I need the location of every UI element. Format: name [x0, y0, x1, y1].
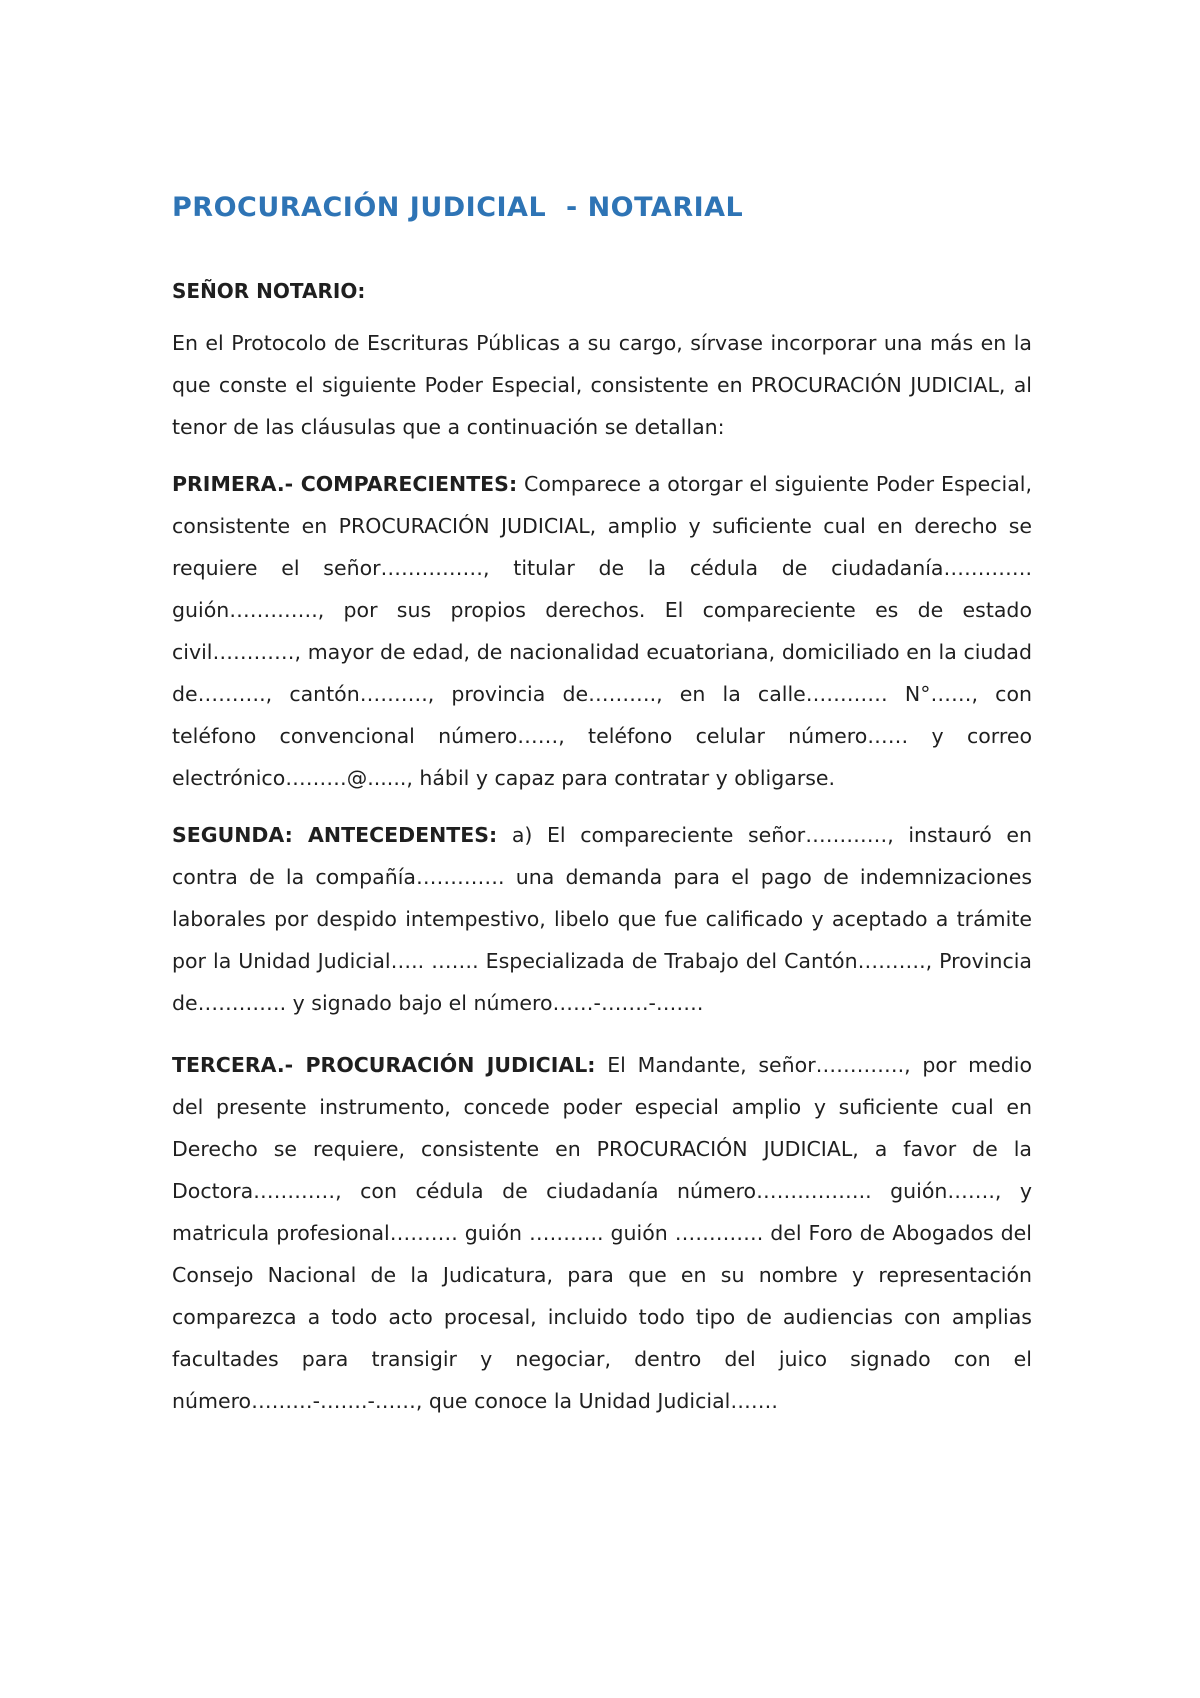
clause-segunda — [172, 814, 1032, 1024]
clause-text: a) El compareciente señor…………, instauró en contra de la compañía…………. una demanda para el pago de indemnizaciones laborales por despido intempestivo, libelo que fue calificado y aceptado a trámite por la Unidad Judicial….. ……. Especializada de Trabajo del Cantón………., Provincia de…………. y signado bajo el número……-…….-……. — [172, 823, 1032, 1015]
salutation: SEÑOR NOTARIO: — [172, 279, 366, 303]
clause-heading: PRIMERA.- COMPARECIENTES: — [172, 472, 518, 496]
document-title: PROCURACIÓN JUDICIAL - NOTARIAL — [172, 192, 744, 223]
clause-text: El Mandante, señor…………., por medio del presente instrumento, concede poder especial amplio y suficiente cual en Derecho se requiere, consistente en PROCURACIÓN JUDICIAL, a favor de la Doctora…………, con cédula de ciudadanía número…………….. guión……., y matricula profesional………. guión ……….. guión …………. del Foro de Abogados del Consejo Nacional de la Judicatura, para que en su nombre y representación comparezca a todo acto procesal, incluido todo tipo de audiencias con amplias facultades para transigir y negociar, dentro del juico signado con el número………-…….-……, que conoce la Unidad Judicial……. — [172, 1053, 1032, 1413]
clause-tercera — [172, 1044, 1032, 1422]
clause-text: Comparece a otorgar el siguiente Poder Especial, consistente en PROCURACIÓN JUDICIAL, amplio y suficiente cual en derecho se requiere el señor……………, titular de la cédula de ciudadanía…………. guión…………., por sus propios derechos. El compareciente es de estado civil…………, mayor de edad, de nacionalidad ecuatoriana, domiciliado en la ciudad de………., cantón………., provincia de………., en la calle………… N°……, con teléfono convencional número……, teléfono celular número…… y correo electrónico………@......, hábil y capaz para contratar y obligarse. — [172, 472, 1032, 790]
intro-paragraph: En el Protocolo de Escrituras Públicas a su cargo, sírvase incorporar una más en la que conste el siguiente Poder Especial, consistente en PROCURACIÓN JUDICIAL, al tenor de las cláusulas que a continuación se detallan: — [172, 331, 1032, 439]
clause-primera — [172, 463, 1032, 799]
clause-heading: SEGUNDA: ANTECEDENTES: — [172, 823, 498, 847]
document-body — [172, 188, 1032, 1422]
clause-heading: TERCERA.- PROCURACIÓN JUDICIAL: — [172, 1053, 596, 1077]
